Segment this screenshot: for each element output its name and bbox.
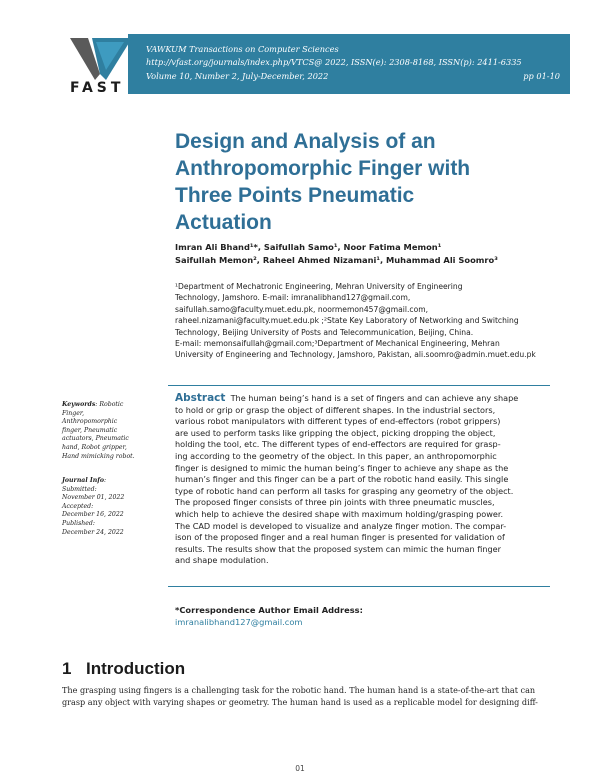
title-line: Three Points Pneumatic: [175, 184, 415, 207]
journal-info-line: Submitted:: [62, 485, 97, 493]
abstract-first-line: Abstract The human being’s hand is a set of fingers and can achieve any shape: [175, 392, 519, 404]
keywords-line: Anthropomorphic: [62, 418, 118, 426]
abstract-line: which help to achieve the desired shape with maximum holding/grasping power.: [175, 508, 504, 519]
abstract-line: The proposed finger consists of three pin joints with three pneumatic muscles,: [175, 497, 495, 508]
affiliation-line: raheel.nizamani@faculty.muet.edu.pk ;²State Key Laboratory of Networking and Switching: [175, 316, 519, 326]
keywords-line: actuators, Pneumatic: [62, 435, 129, 443]
correspondence-label: *Correspondence Author Email Address:: [175, 605, 363, 615]
author-list: [175, 241, 498, 267]
keywords-line: finger, Pneumatic: [62, 426, 118, 434]
logo-text: FAST: [70, 80, 125, 96]
affiliation-line: ¹Department of Mechatronic Engineering, Mehran University of Engineering: [175, 282, 463, 291]
correspondence-email-link[interactable]: imranalibhand127@gmail.com: [175, 617, 303, 627]
journal-info-line: December 24, 2022: [62, 528, 124, 536]
correspondence: [175, 604, 363, 628]
affiliation-line: Technology, Beijing University of Posts and Telecommunication, Beijing, China.: [175, 327, 474, 337]
abstract-line: ing according to the geometry of the object. In this paper, an anthropomorphic: [175, 450, 497, 461]
journal-info-line: November 01, 2022: [62, 494, 125, 502]
keywords-line: hand, Robot gripper,: [62, 443, 127, 451]
paper-title: [175, 128, 495, 236]
abstract-bottom-rule: [168, 586, 550, 587]
section-number: 1: [62, 659, 72, 678]
abstract-label: Abstract: [175, 392, 226, 404]
keywords-block: [62, 401, 152, 461]
author-line: Saifullah Memon², Raheel Ahmed Nizamani¹, Muhammad Ali Soomro³: [175, 255, 498, 265]
journal-info-label: Journal Info: [62, 477, 105, 484]
body-line: grasp any object with varying shapes or geometry. The human hand is used as a replicable model for designing diff-: [62, 697, 538, 707]
journal-info-line: Journal Info:: [62, 477, 107, 484]
journal-volume: Volume 10, Number 2, July-December, 2022: [146, 71, 329, 81]
abstract-line: holding the tool, etc. The different types of end-effectors are required for grasp-: [175, 439, 501, 450]
title-line: Actuation: [175, 211, 272, 234]
body-line: The grasping using fingers is a challenging task for the robotic hand. The human hand is a state-of-the-art that can: [62, 685, 536, 695]
section-title: Introduction: [86, 659, 186, 678]
abstract-line: finger is designed to mimic the human being’s finger to achieve any shape as the: [175, 462, 509, 473]
introduction-text: [62, 684, 552, 708]
keywords-label: Keywords: [62, 401, 96, 408]
keywords-line: Hand mimicking robot.: [62, 452, 135, 460]
journal-info-block: [62, 477, 152, 537]
abstract-line: type of robotic hand can perform all tasks for grasping any geometry of the object.: [175, 485, 514, 496]
abstract-line: human’s finger and this finger can be a part of the robotic hand easily. This single: [175, 474, 509, 485]
title-line: Design and Analysis of an: [175, 130, 436, 153]
author-line: Imran Ali Bhand¹*, Saifullah Samo¹, Noor Fatima Memon¹: [175, 242, 442, 252]
page-range: pp 01-10: [523, 71, 560, 81]
journal-info-line: Accepted:: [62, 502, 94, 510]
title-line: Anthropomorphic Finger with: [175, 157, 471, 180]
keywords-line: Finger,: [62, 409, 85, 417]
journal-info-line: Published:: [62, 519, 95, 527]
journal-issn: http://vfast.org/journals/index.php/VTCS@ 2022, ISSN(e): 2308-8168, ISSN(p): 2411-6335: [146, 57, 522, 67]
affiliations: [175, 281, 555, 361]
abstract-line: The CAD model is developed to visualize and analyze finger motion. The compar-: [175, 520, 507, 531]
affiliation-line: Technology, Jamshoro. E-mail: imranalibhand127@gmail.com,: [175, 293, 411, 303]
abstract-line: various robot manipulators with different types of end-effectors (robot grippers): [175, 416, 501, 427]
abstract-line: ison of the proposed finger and a real human finger is presented for validation of: [175, 532, 505, 543]
affiliation-line: University of Engineering and Technology, Jamshoro, Pakistan, ali.soomro@admin.muet.edu.pk: [175, 350, 536, 360]
abstract-top-rule: [168, 385, 550, 386]
affiliation-line: E-mail: memonsaifullah@gmail.com;³Department of Mechanical Engineering, Mehran: [175, 339, 500, 349]
abstract-line: are used to perform tasks like gripping the object, picking dropping the object,: [175, 427, 496, 438]
abstract-line: results. The results show that the proposed system can mimic the human finger: [175, 543, 501, 554]
journal-name: VAWKUM Transactions on Computer Sciences: [146, 44, 339, 54]
keywords-line: Keywords: Robotic: [62, 401, 124, 408]
section-heading: [62, 659, 185, 679]
page-number: 01: [295, 764, 305, 773]
journal-info-line: December 16, 2022: [62, 511, 124, 519]
abstract-line: and shape modulation.: [175, 555, 269, 566]
affiliation-line: saifullah.samo@faculty.muet.edu.pk, noormemon457@gmail.com,: [175, 304, 429, 314]
abstract-line: to hold or grip or grasp the object of different shapes. In the industrial sectors,: [175, 404, 496, 415]
abstract: [175, 393, 547, 567]
